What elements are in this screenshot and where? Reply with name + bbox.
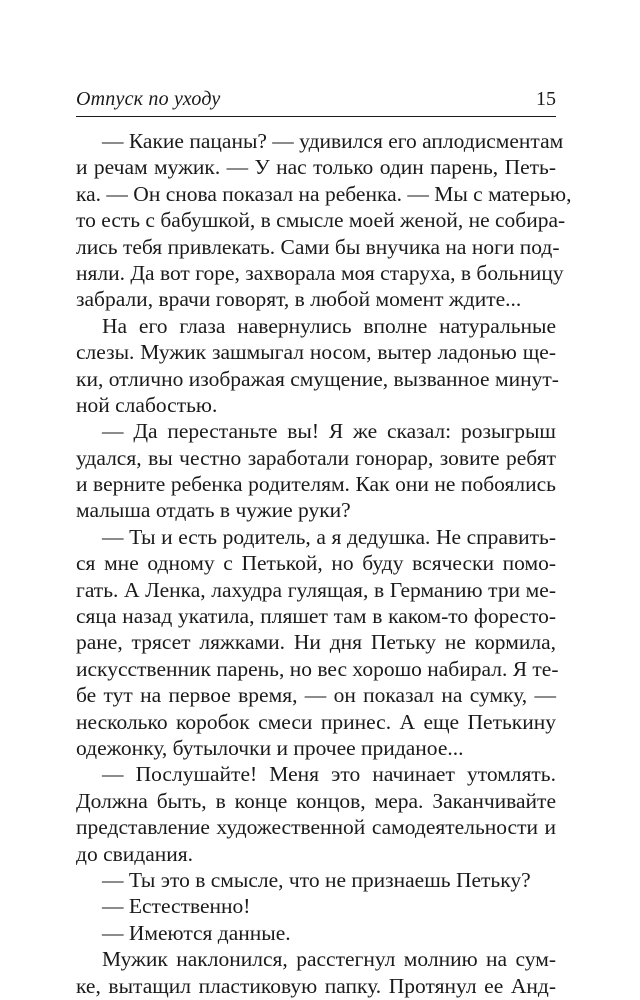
text-line: до свидания. (76, 841, 194, 866)
text-line: забрали, врачи говорят, в любой момент ждите... (76, 287, 522, 312)
text-line: — Естественно! (102, 894, 251, 919)
text-line: представление художественной самодеятельности и (76, 815, 556, 840)
text-line: — Ты это в смысле, что не признаешь Петьку? (102, 867, 531, 892)
text-line: няли. Да вот горе, захворала моя старуха, в больницу (76, 260, 564, 285)
page-number: 15 (536, 88, 556, 110)
text-line: малыша отдать в чужие руки? (76, 498, 351, 523)
text-line: ки, отлично изображая смущение, вызванное минут- (76, 366, 559, 391)
text-line: и речам мужик. — У нас только один парень, Петь- (76, 155, 556, 180)
text-line: одежонку, бутылочки и прочее приданое... (76, 735, 464, 760)
text-line: — Какие пацаны? — удивился его аплодисментам (102, 129, 564, 153)
text-line: — Да перестаньте вы! Я же сказал: розыгрыш (102, 419, 556, 444)
text-line: ране, трясет ляжками. Ни дня Петьку не кормила, (76, 630, 556, 655)
text-line: Должна быть, в конце концов, мера. Заканчивайте (76, 788, 556, 813)
text-line: лись тебя привлекать. Сами бы внучика на ноги под- (76, 234, 560, 259)
running-title: Отпуск по уходу (76, 88, 221, 110)
text-line: ной слабостью. (76, 392, 218, 417)
text-line: сяца назад укатила, пляшет там в каком-то форесто- (76, 604, 556, 629)
text-line: и верните ребенка родителям. Как они не побоялись (76, 472, 556, 497)
text-line: бе тут на первое время, — он показал на сумку, — (76, 683, 556, 708)
text-line: — Имеются данные. (102, 920, 291, 945)
text-line: ся мне одному с Петькой, но буду всячески помо- (76, 551, 556, 576)
text-line: Мужик наклонился, расстегнул молнию на сум- (102, 947, 556, 972)
body-text (76, 128, 572, 999)
text-line: — Послушайте! Меня это начинает утомлять. (102, 762, 556, 787)
running-head (76, 86, 556, 117)
text-line: ка. — Он снова показал на ребенка. — Мы с матерью, (76, 181, 572, 206)
text-line: удался, вы честно заработали гонорар, зовите ребят (76, 445, 556, 470)
text-line: то есть с бабушкой, в смысле моей женой, не собира- (76, 208, 566, 233)
text-line: На его глаза навернулись вполне натуральные (102, 313, 556, 338)
text-line: слезы. Мужик зашмыгал носом, вытер ладонью ще- (76, 340, 556, 365)
text-line: гать. А Ленка, лахудра гулящая, в Германию три ме- (76, 577, 556, 602)
text-line: — Ты и есть родитель, а я дедушка. Не справить- (102, 524, 556, 549)
text-line: ке, вытащил пластиковую папку. Протянул ее Анд- (76, 973, 556, 998)
text-line: несколько коробок смеси принес. А еще Петькину (76, 709, 556, 734)
text-line: искусственник парень, но вес хорошо набирал. Я те- (76, 656, 559, 681)
